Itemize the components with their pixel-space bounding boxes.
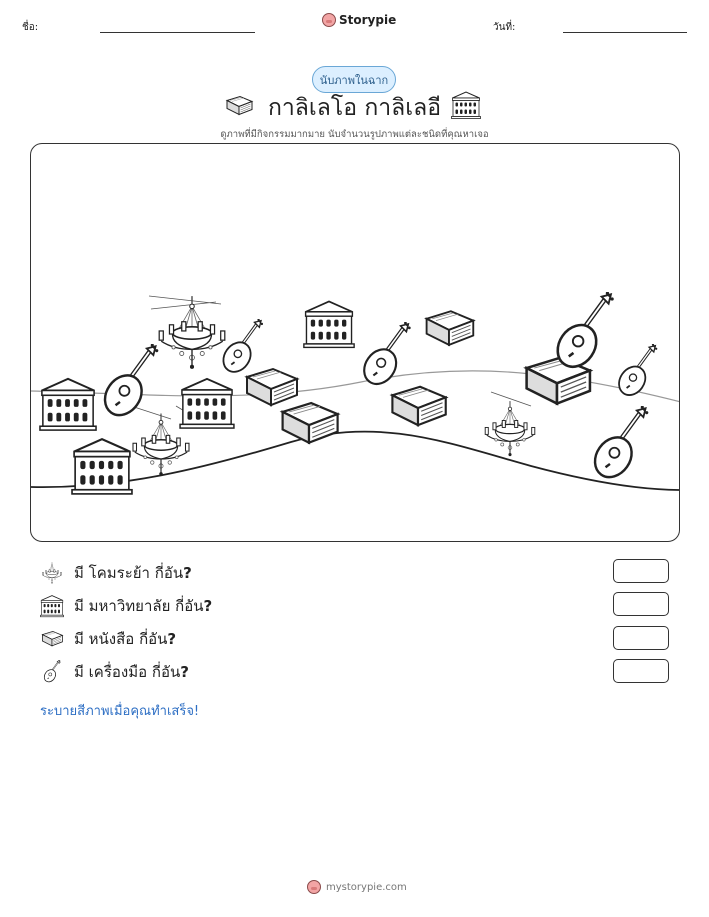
storypie-logo — [322, 13, 396, 27]
question-chandelier — [40, 560, 192, 586]
book-4 — [392, 387, 445, 425]
date-label: วันที่: — [493, 22, 516, 33]
answer-box-instrument[interactable] — [613, 659, 669, 683]
university-1 — [40, 379, 96, 430]
name-label: ชื่อ: — [22, 22, 39, 33]
brand-name: Storypie — [339, 13, 397, 27]
coloring-note: ระบายสีภาพเมื่อคุณทำเสร็จ! — [40, 704, 200, 719]
university-2 — [180, 379, 234, 428]
activity-badge: นับภาพในฉาก — [312, 66, 396, 93]
pig-mascot-icon — [307, 880, 321, 894]
lute-3 — [358, 322, 411, 391]
answer-box-book[interactable] — [613, 626, 669, 650]
question-text: มี มหาวิทยาลัย กี่อัน? — [74, 597, 213, 615]
question-university — [40, 593, 212, 619]
university-icon — [451, 91, 481, 119]
question-text: มี เครื่องมือ กี่อัน? — [74, 663, 189, 681]
scene-frame — [30, 143, 680, 542]
question-text: มี หนังสือ กี่อัน? — [74, 630, 177, 648]
university-3 — [72, 439, 132, 494]
question-book — [40, 626, 176, 652]
lute-2 — [218, 319, 263, 377]
lute-6 — [587, 406, 648, 485]
instructions: ดูภาพที่มีกิจกรรมมากมาย นับจำนวนรูปภาพแต่ละชนิดที่คุณหาเจอ — [220, 129, 489, 140]
page-title: กาลิเลโอ กาลิเลอี — [267, 95, 442, 121]
book-2 — [283, 403, 338, 443]
lute-5 — [614, 344, 658, 400]
question-instrument — [40, 659, 189, 685]
answer-box-university[interactable] — [613, 592, 669, 616]
scene-illustration — [31, 144, 680, 542]
question-text: มี โคมระย้า กี่อัน? — [74, 564, 192, 582]
date-line[interactable] — [563, 32, 687, 33]
chandelier-2 — [133, 414, 189, 476]
answer-box-chandelier[interactable] — [613, 559, 669, 583]
book-3 — [427, 311, 474, 345]
book-icon — [40, 627, 64, 651]
chandelier-icon — [40, 561, 64, 585]
university-icon — [40, 594, 64, 618]
lute-icon — [40, 660, 64, 684]
name-line[interactable] — [100, 32, 255, 33]
lute-1 — [97, 344, 158, 423]
footer-logo — [307, 880, 407, 894]
chandelier-3 — [485, 401, 535, 456]
pig-mascot-icon — [322, 13, 336, 27]
book-1 — [247, 369, 297, 405]
university-4 — [304, 301, 354, 347]
footer-url[interactable]: mystorypie.com — [326, 881, 407, 893]
